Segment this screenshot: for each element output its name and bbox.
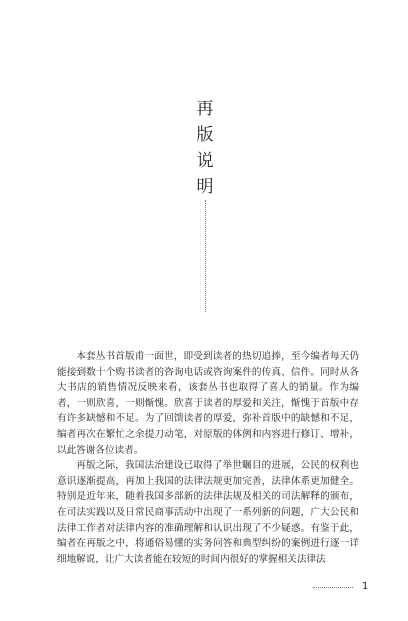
- title-char: 再: [196, 99, 214, 119]
- body-text: [57, 349, 359, 567]
- footer-dotted-rule: [313, 587, 353, 588]
- paragraph: 本套丛书首版甫一面世，即受到读者的热切追捧，至今编者每天仍能接到数十个购书读者的咨询电话或咨询案件的传真、信件。同时从各大书店的销售情况反映来看，该套丛书也取得了喜人的销量。作为编者，一则欣喜，一则惭愧。欣喜于读者的厚爱和关注，惭愧于首版中存有许多缺憾和不足。为了回馈读者的厚爱，弥补首版中的缺憾和不足，编者再次在繁忙之余提刀动笔，对原版的体例和内容进行修订、增补，以此答谢各位读者。: [57, 351, 359, 456]
- page-number: 1: [362, 581, 369, 592]
- page-title: [194, 96, 216, 200]
- title-char: 明: [196, 177, 214, 197]
- title-char: 说: [196, 151, 214, 171]
- title-char: 版: [196, 125, 214, 145]
- title-dotted-rule: [205, 200, 206, 312]
- paragraph: 再版之际，我国法治建设已取得了举世瞩目的进展，公民的权利也意识逐渐提高，再加上我国的法律法规更加完善，法律体系更加健全。特别是近年来，随着我国多部新的法律法规及相关的司法解释的颁布，在司法实践以及日常民商事活动中出现了一系列新的问题，广大公民和法律工作者对法律内容的准确理解和认识出现了不少疑惑。有鉴于此，编者在再版之中，将通俗易懂的实务问答和典型纠纷的案例进行逐一详细地解说，让广大读者能在较短的时间内很好的掌握相关法律法: [57, 460, 359, 565]
